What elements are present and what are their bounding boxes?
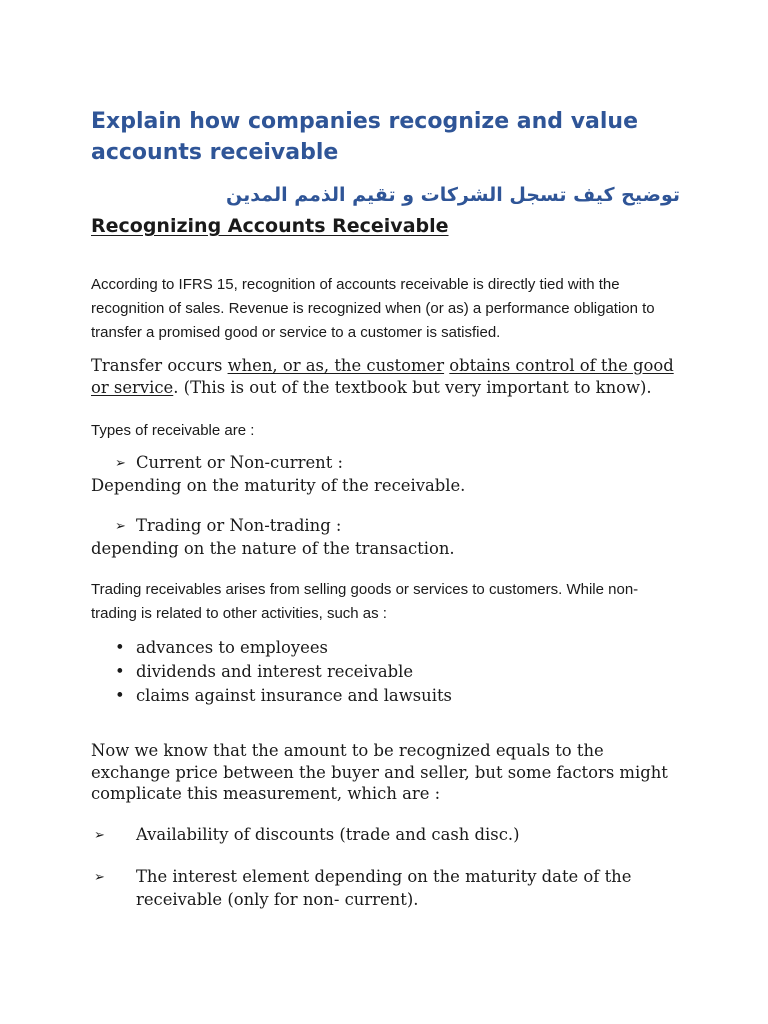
arabic-title: توضيح كيف تسجل الشركات و تقيم الذمم المدين [226,184,680,206]
transfer-underline-customer: when, or as, the customer [227,356,445,375]
arrow-bullet-icon: ➢ [94,828,105,843]
non-trading-examples-list [115,636,675,708]
section-heading: Recognizing Accounts Receivable [91,215,449,237]
transfer-underline-control: obtains control of the good or service [91,356,674,397]
list-item: • claims against insurance and lawsuits [115,684,675,708]
type-description: Depending on the maturity of the receivable. [91,476,466,495]
type-description: depending on the nature of the transaction. [91,539,455,558]
arrow-bullet-icon: ➢ [94,870,105,885]
list-item: • dividends and interest receivable [115,660,675,684]
factor-item [94,866,696,911]
type-label: Current or Non-current : [136,453,344,472]
measurement-paragraph: Now we know that the amount to be recognized equals to the exchange price between the buyer and seller, but some factors might complicate this measurement, which are : [91,741,668,803]
type-item-trading [115,515,675,538]
factor-text: The interest element depending on the maturity date of the receivable (only for non- current). [136,867,632,909]
arrow-bullet-icon: ➢ [115,519,126,534]
list-item: • advances to employees [115,636,675,660]
page-title: Explain how companies recognize and value accounts receivable [91,109,639,165]
arrow-bullet-icon: ➢ [115,456,126,471]
ifrs-paragraph: According to IFRS 15, recognition of accounts receivable is directly tied with the recognition of sales. Revenue is recognized when (or as) a performance obligation to transfer a promised good or service to a customer is satisfied. [91,276,655,341]
transfer-paragraph [91,355,681,398]
type-item-current [115,452,675,475]
transfer-prefix: Transfer occurs [91,356,228,375]
trading-paragraph: Trading receivables arises from selling goods or services to customers. While non-trading is related to other activities, such as : [91,581,639,622]
factor-text: Availability of discounts (trade and cash disc.) [136,825,520,844]
transfer-suffix: . (This is out of the textbook but very important to know). [173,377,652,397]
types-intro: Types of receivable are : [91,422,255,439]
type-label: Trading or Non-trading : [136,516,342,535]
factor-item [94,824,696,847]
